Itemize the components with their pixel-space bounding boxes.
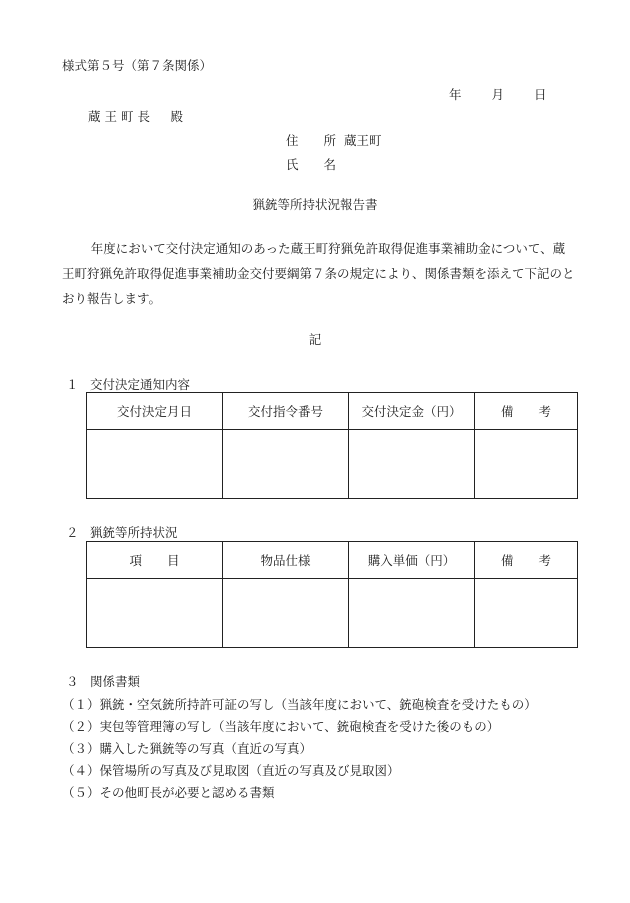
date-month-label: 月 [491,87,505,102]
date-year-label: 年 [449,87,462,102]
section2-title: 猟銃等所持状況 [90,525,178,540]
grant-decision-table [86,392,578,499]
form-number: 様式第５号（第７条関係） [62,58,213,73]
related-documents-list [62,694,537,804]
section1-heading [66,375,190,393]
address-value: 蔵王町 [344,133,382,148]
list-item: （５）その他町長が必要と認める書類 [62,785,275,800]
document-title: 猟銃等所持状況報告書 [252,197,378,212]
list-item: （４）保管場所の写真及び見取図（直近の写真及び見取図） [62,763,400,778]
table-cell[interactable] [475,579,578,648]
name-row [286,155,344,173]
table-header-cell: 物品仕様 [223,542,349,579]
table-header-cell: 交付決定金（円） [349,393,475,430]
section3-number: ３ [66,674,79,689]
table-header-cell: 交付指令番号 [223,393,349,430]
table-header-row [87,393,578,430]
list-item: （１）猟銃・空気銃所持許可証の写し（当該年度において、銃砲検査を受けたもの） [62,697,537,712]
table-cell[interactable] [87,579,223,648]
section1-title: 交付決定通知内容 [90,377,191,392]
address-label: 住 所 [286,133,337,148]
table-header-cell: 備 考 [475,393,578,430]
address-row [286,131,382,149]
table-header-cell: 項 目 [87,542,223,579]
body-paragraph: 年度において交付決定通知のあった蔵王町狩猟免許取得促進事業補助金について、蔵王町狩猟免許取得促進事業補助金交付要綱第７条の規定により、関係書類を添えて下記のとおり報告します。 [62,241,575,306]
table-cell[interactable] [87,430,223,499]
table-header-cell: 備 考 [475,542,578,579]
table-cell[interactable] [349,579,475,648]
table-cell[interactable] [223,579,349,648]
table-header-row [87,542,578,579]
possession-status-table [86,541,578,648]
section1-number: １ [66,377,79,392]
table-cell[interactable] [223,430,349,499]
table-row [87,430,578,499]
section3-heading [66,672,140,690]
ki-heading: 記 [308,332,322,347]
list-item: （３）購入した猟銃等の写真（直近の写真） [62,741,313,756]
name-label: 氏 名 [286,157,337,172]
date-day-label: 日 [534,87,547,102]
list-item: （２）実包等管理簿の写し（当該年度において、銃砲検査を受けた後のもの） [62,719,500,734]
section2-number: ２ [66,525,79,540]
addressee: 蔵王町長 殿 [88,109,188,124]
table-cell[interactable] [349,430,475,499]
date-line [449,85,547,103]
table-cell[interactable] [475,430,578,499]
table-header-cell: 交付決定月日 [87,393,223,430]
section2-heading [66,523,178,541]
table-row [87,579,578,648]
table-header-cell: 購入単価（円） [349,542,475,579]
section3-title: 関係書類 [90,674,141,689]
